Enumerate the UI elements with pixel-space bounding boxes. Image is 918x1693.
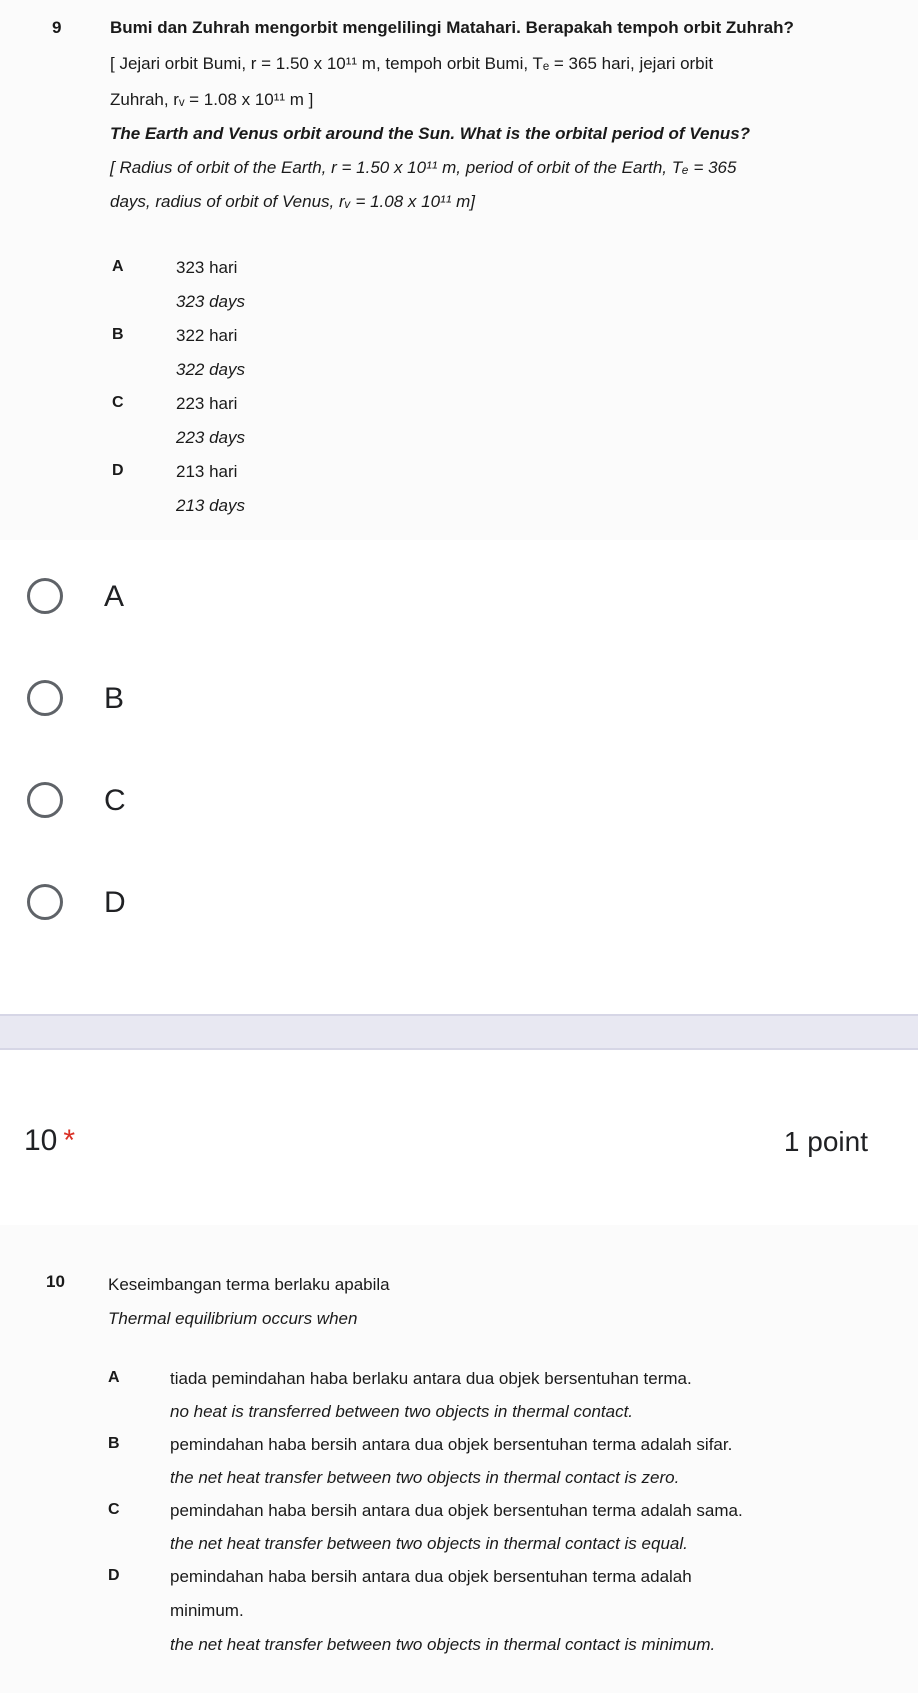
radio-option-d[interactable] [22, 874, 322, 934]
q9-option-d-en: 213 days [176, 496, 245, 515]
q9-en-line-3: days, radius of orbit of Venus, rᵥ = 1.08 x 10¹¹ m] [110, 192, 475, 211]
radio-option-c-label: C [104, 784, 126, 817]
q9-ms-line-3: Zuhrah, rᵥ = 1.08 x 10¹¹ m ] [110, 90, 314, 109]
radio-option-a-label: A [104, 580, 125, 613]
q9-option-b-en: 322 days [176, 360, 245, 379]
radio-option-c[interactable] [22, 772, 322, 832]
radio-circle-icon[interactable] [27, 884, 63, 920]
q9-ms-line-2: [ Jejari orbit Bumi, r = 1.50 x 10¹¹ m, tempoh orbit Bumi, Tₑ = 365 hari, jejari orbit [110, 54, 714, 73]
question-9-number: 9 [52, 18, 62, 37]
radio-circle-icon[interactable] [27, 782, 63, 818]
question-10-number: 10 [24, 1124, 58, 1157]
q10-option-a-letter: A [108, 1369, 120, 1386]
q10-option-a-ms: tiada pemindahan haba berlaku antara dua objek bersentuhan terma. [170, 1369, 692, 1388]
radio-circle-icon[interactable] [27, 680, 63, 716]
question-10-image [0, 1225, 918, 1693]
q10-en-stem: Thermal equilibrium occurs when [108, 1309, 358, 1328]
q9-option-a-ms: 323 hari [176, 258, 238, 277]
required-asterisk: * [63, 1124, 76, 1157]
q9-option-c-en: 223 days [176, 428, 245, 447]
q10-option-b-ms: pemindahan haba bersih antara dua objek bersentuhan terma adalah sifar. [170, 1435, 733, 1454]
q10-image-number: 10 [46, 1272, 65, 1291]
radio-option-b[interactable] [22, 670, 322, 730]
q9-option-a-letter: A [112, 258, 124, 275]
q9-option-a-en: 323 days [176, 292, 245, 311]
q10-option-b-letter: B [108, 1435, 120, 1452]
radio-circle-icon[interactable] [27, 578, 63, 614]
q10-option-d-letter: D [108, 1567, 120, 1584]
q10-option-a-en: no heat is transferred between two objects in thermal contact. [170, 1402, 634, 1421]
q10-option-c-ms: pemindahan haba bersih antara dua objek bersentuhan terma adalah sama. [170, 1501, 743, 1520]
q9-ms-line-1: Bumi dan Zuhrah mengorbit mengelilingi Matahari. Berapakah tempoh orbit Zuhrah? [110, 18, 794, 37]
q9-en-line-1: The Earth and Venus orbit around the Sun. What is the orbital period of Venus? [110, 124, 751, 143]
q9-option-b-letter: B [112, 326, 124, 343]
q9-option-b-ms: 322 hari [176, 326, 238, 345]
q10-option-c-en: the net heat transfer between two objects in thermal contact is equal. [170, 1534, 688, 1553]
q9-option-c-ms: 223 hari [176, 394, 238, 413]
q10-option-d-ms: pemindahan haba bersih antara dua objek bersentuhan terma adalah [170, 1567, 692, 1586]
radio-option-d-label: D [104, 886, 126, 919]
q9-en-line-2: [ Radius of orbit of the Earth, r = 1.50 x 10¹¹ m, period of orbit of the Earth, Tₑ = 365 [110, 158, 737, 177]
q9-option-d-ms: 213 hari [176, 462, 238, 481]
q10-option-b-en: the net heat transfer between two objects in thermal contact is zero. [170, 1468, 680, 1487]
question-divider [0, 1014, 918, 1050]
radio-option-a[interactable] [22, 568, 322, 628]
q10-option-d-ms-cont: minimum. [170, 1601, 244, 1620]
q10-option-d-en: the net heat transfer between two objects in thermal contact is minimum. [170, 1635, 716, 1654]
q10-ms-stem: Keseimbangan terma berlaku apabila [108, 1275, 390, 1294]
points-label: 1 point [783, 1126, 868, 1157]
q10-option-c-letter: C [108, 1501, 120, 1518]
radio-option-b-label: B [104, 682, 125, 715]
q9-option-c-letter: C [112, 394, 124, 411]
q9-option-d-letter: D [112, 462, 124, 479]
question-10-title [24, 1124, 75, 1158]
question-9-image [0, 0, 918, 540]
